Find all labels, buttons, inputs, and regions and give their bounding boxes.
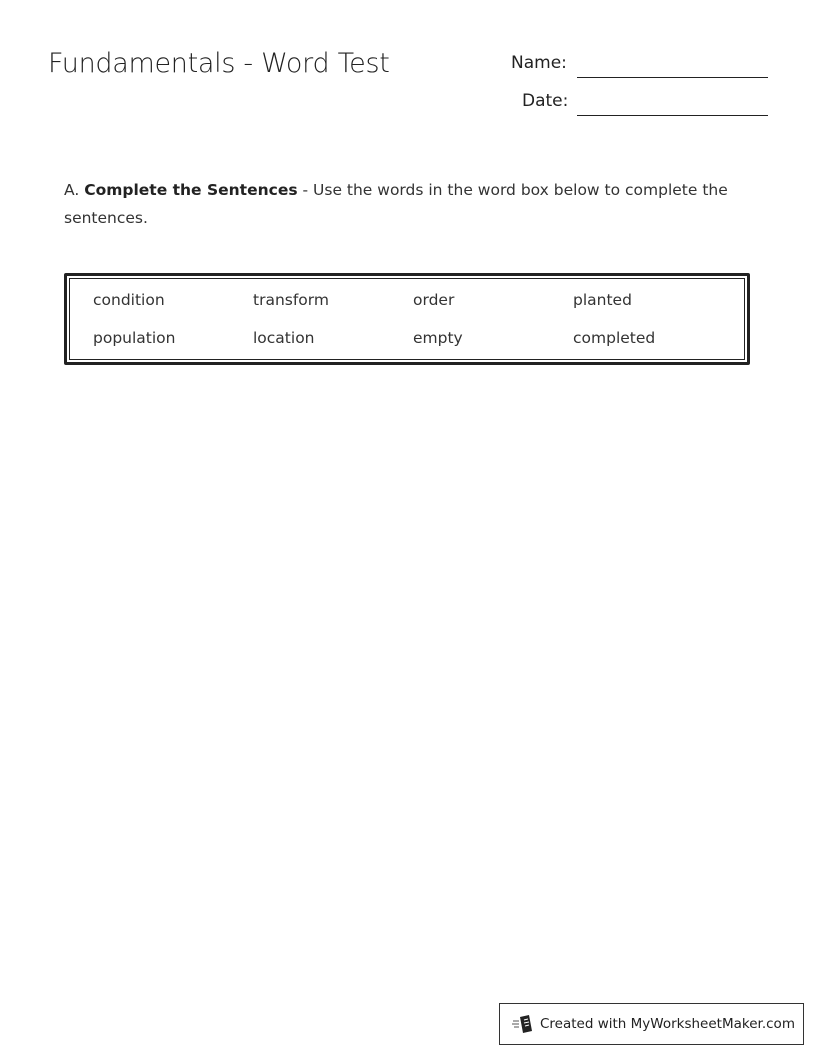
word-item: order	[413, 291, 455, 309]
name-label: Name:	[511, 53, 567, 73]
footer-text: Created with MyWorksheetMaker.com	[540, 1016, 795, 1032]
section-prefix: A.	[64, 181, 80, 199]
word-item: condition	[93, 291, 165, 309]
section-heading: Complete the Sentences	[84, 181, 298, 199]
word-item: planted	[573, 291, 632, 309]
date-field-line[interactable]	[577, 115, 768, 116]
date-label: Date:	[522, 91, 569, 111]
word-box-inner-border	[69, 278, 745, 360]
worksheet-maker-logo-icon	[512, 1014, 534, 1034]
word-box	[64, 273, 750, 365]
section-text: - Use the words in the word box below to complete the sentences.	[64, 181, 728, 227]
name-field-line[interactable]	[577, 77, 768, 78]
word-item: location	[253, 329, 315, 347]
word-item: empty	[413, 329, 463, 347]
section-instructions	[64, 176, 744, 232]
word-item: population	[93, 329, 176, 347]
page-title: Fundamentals - Word Test	[48, 48, 390, 79]
footer-credit[interactable]	[499, 1003, 804, 1045]
word-item: completed	[573, 329, 656, 347]
word-item: transform	[253, 291, 329, 309]
